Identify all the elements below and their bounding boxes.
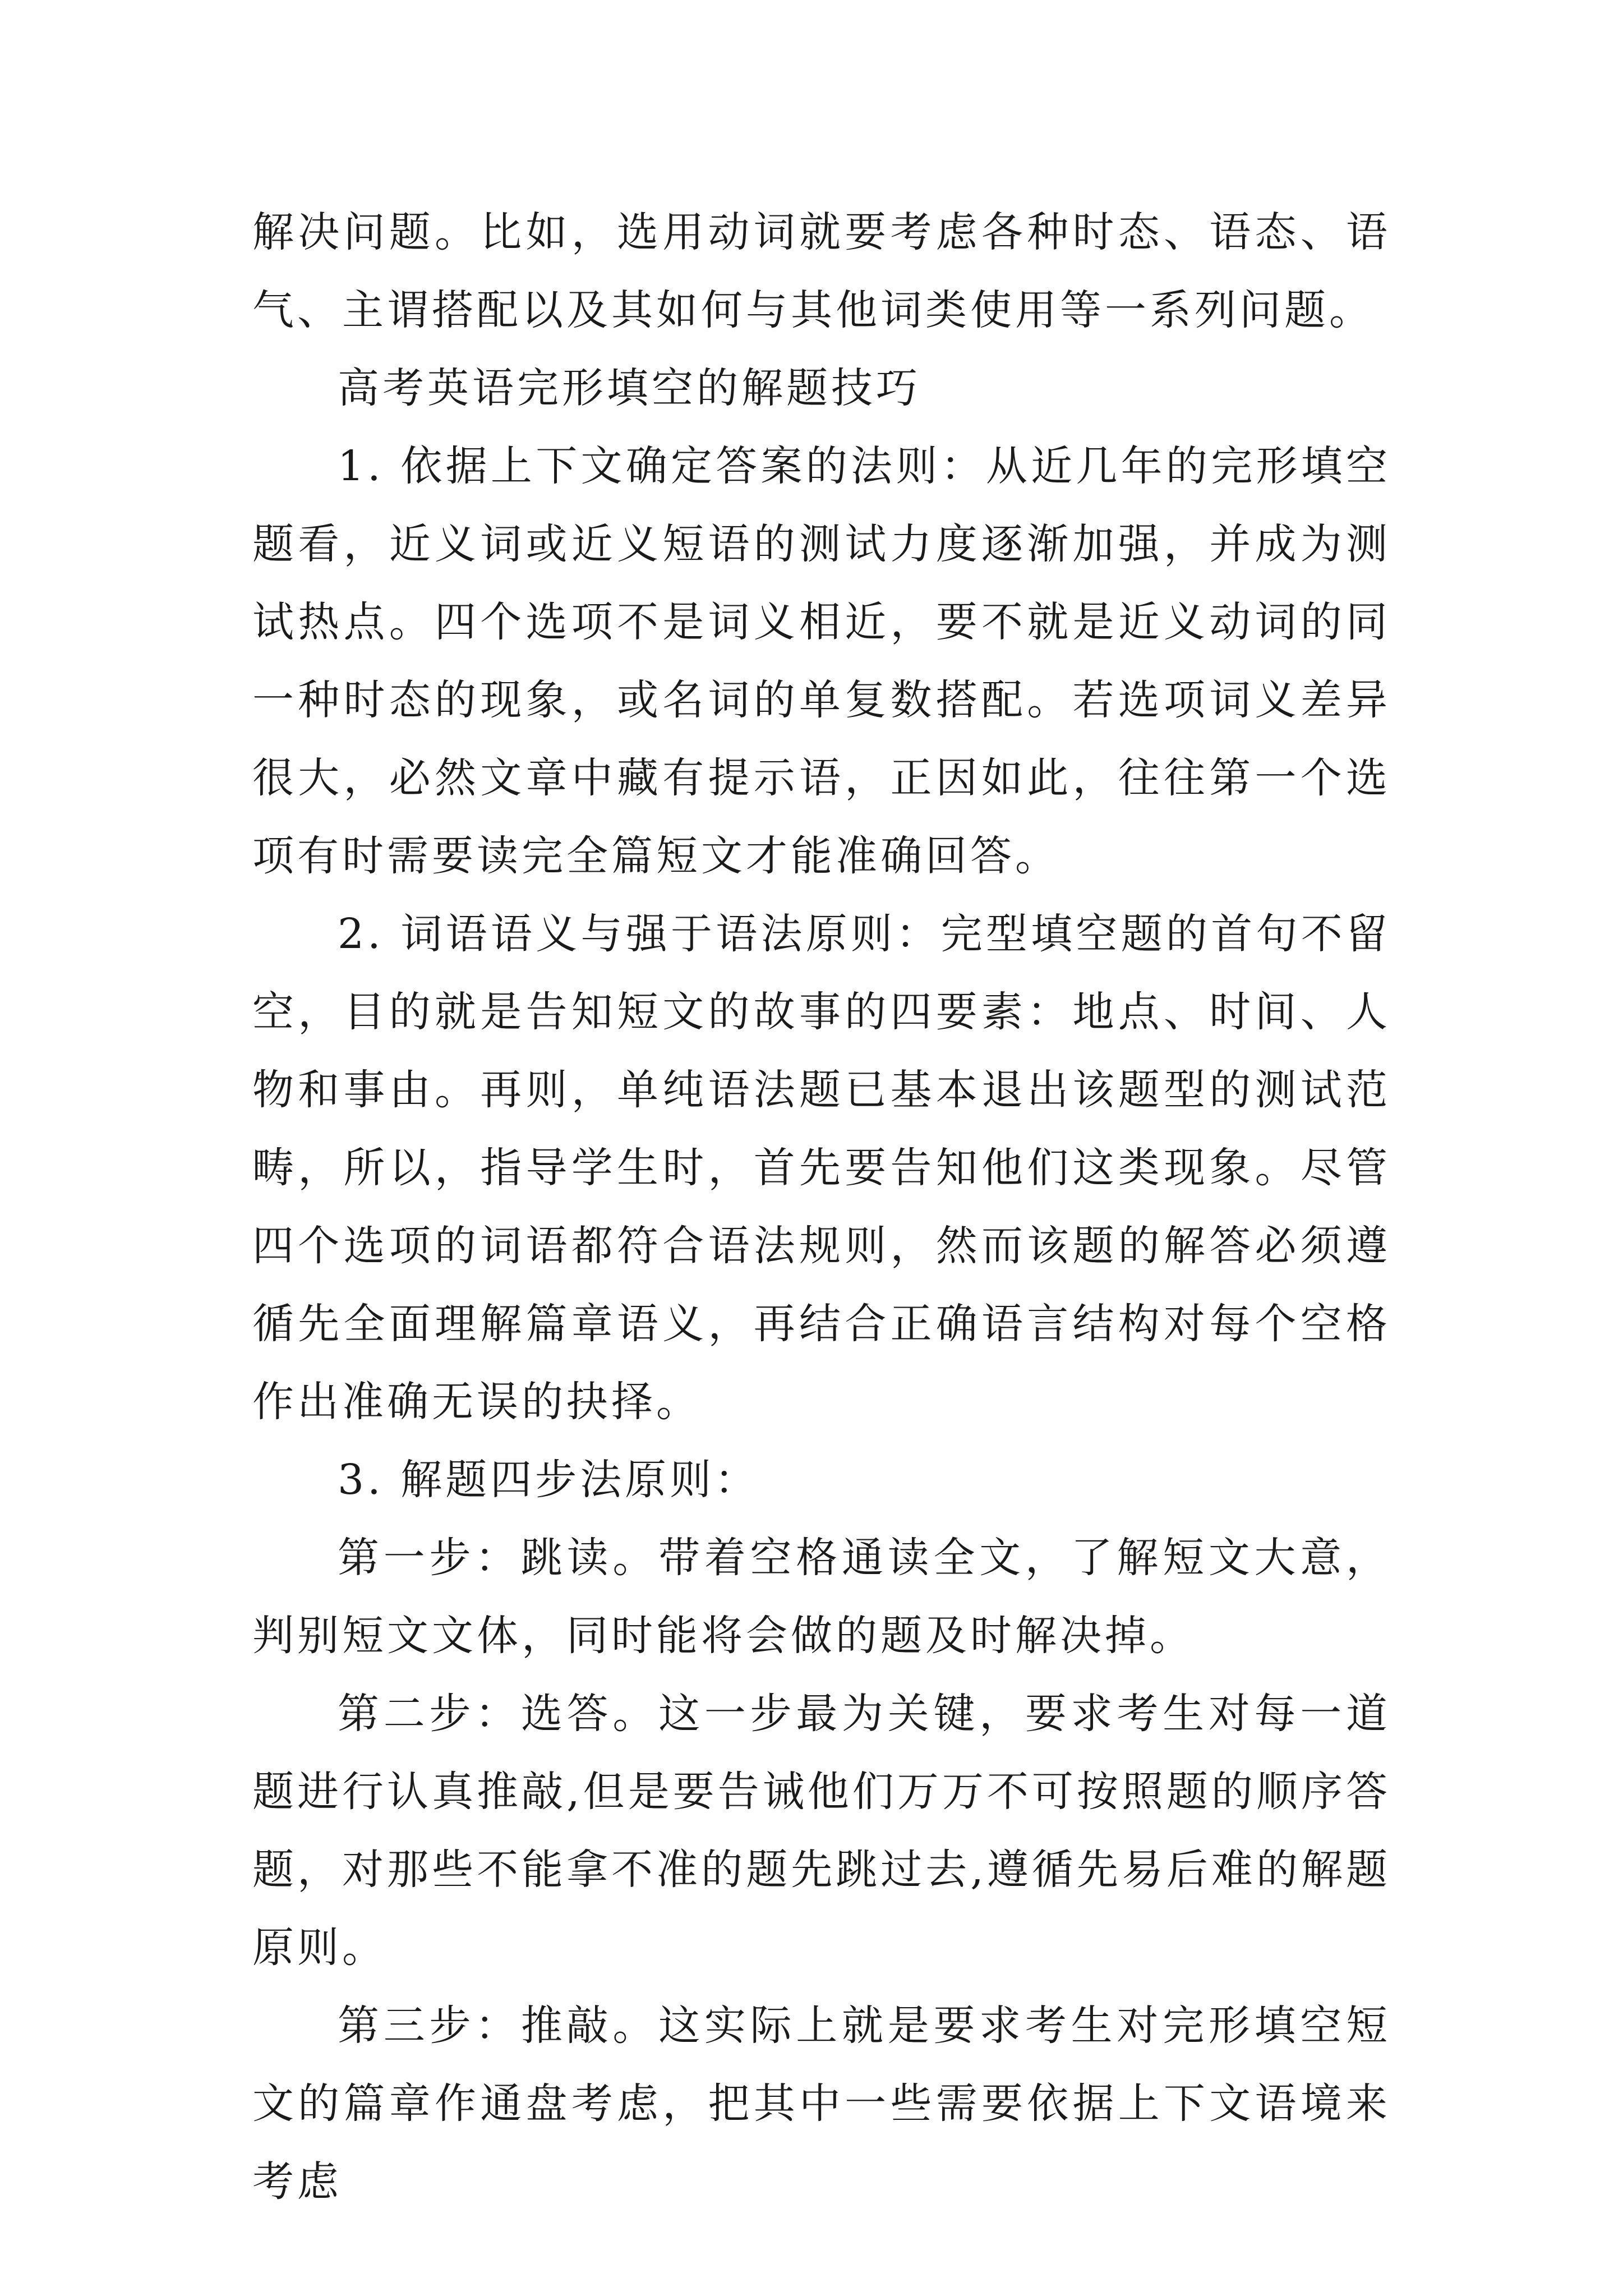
paragraph-rule-3: 3. 解题四步法原则：: [338, 1456, 760, 1504]
paragraph-rule-1: 1. 依据上下文确定答案的法则：从近几年的完形填空题看，近义词或近义短语的测试力度逐渐加强，并成为测试热点。四个选项不是词义相近，要不就是近义动词的同一种时态的现象，或名词的单复数搭配。若选项词义差异很大，必然文章中藏有提示语，正因如此，往往第一个选项有时需要读完全篇短文才能准确回答。: [252, 442, 1391, 880]
section-heading: 高考英语完形填空的解题技巧: [338, 364, 921, 412]
paragraph-continuation: 解决问题。比如，选用动词就要考虑各种时态、语态、语气、主谓搭配以及其如何与其他词类使用等一系列问题。: [252, 208, 1391, 334]
paragraph-step-1: 第一步：跳读。带着空格通读全文，了解短文大意，判别短文文体，同时能将会做的题及时解决掉。: [252, 1534, 1391, 1660]
paragraph-step-2: 第二步：选答。这一步最为关键，要求考生对每一道题进行认真推敲,但是要告诫他们万万不可按照题的顺序答题，对那些不能拿不准的题先跳过去,遵循先易后难的解题原则。: [252, 1690, 1391, 1972]
paragraph-rule-2: 2. 词语语义与强于语法原则：完型填空题的首句不留空，目的就是告知短文的故事的四要素：地点、时间、人物和事由。再则，单纯语法题已基本退出该题型的测试范畴，所以，指导学生时，首先要告知他们这类现象。尽管四个选项的词语都符合语法规则，然而该题的解答必须遵循先全面理解篇章语义，再结合正确语言结构对每个空格作出准确无误的抉择。: [252, 910, 1391, 1426]
paragraph-step-3: 第三步：推敲。这实际上就是要求考生对完形填空短文的篇章作通盘考虑，把其中一些需要依据上下文语境来考虑: [252, 2001, 1391, 2206]
document-body: [252, 194, 1391, 2221]
